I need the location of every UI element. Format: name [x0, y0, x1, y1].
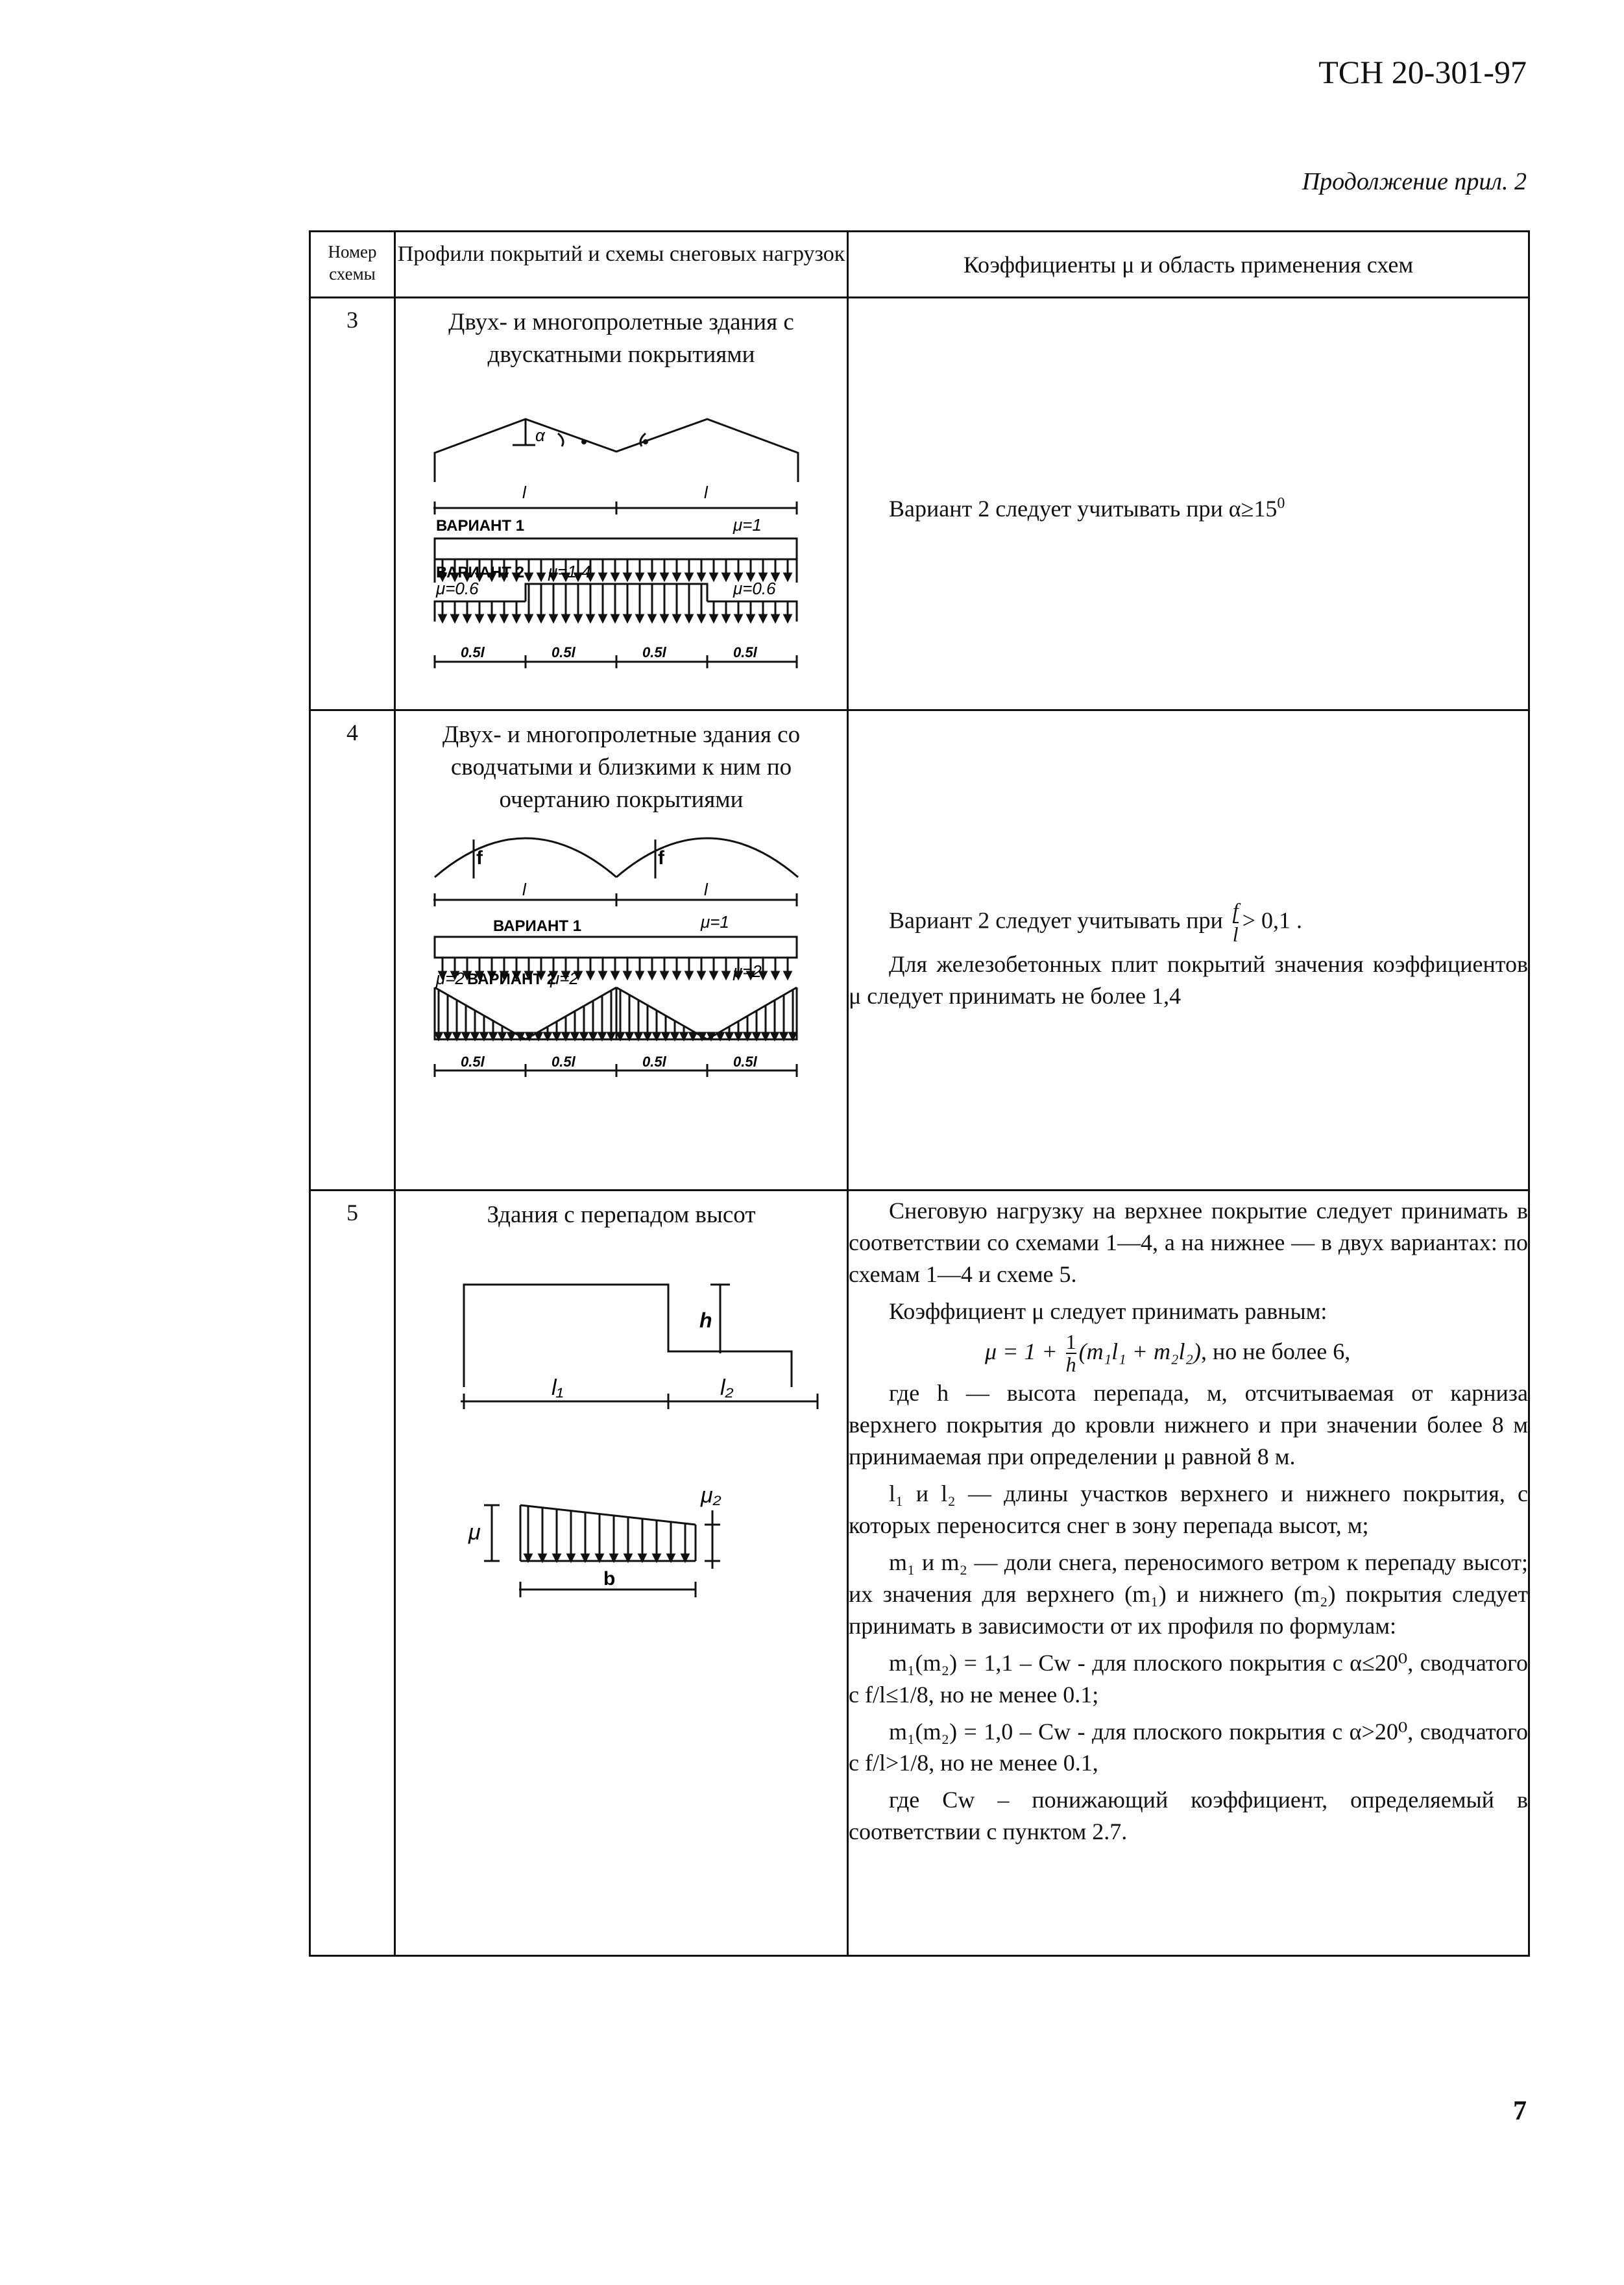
scheme-3-profile-cell	[395, 298, 848, 710]
arrow-head	[710, 972, 717, 978]
length-b-label: b	[603, 1567, 616, 1590]
scheme-5-paragraph: Снеговую нагрузку на верхнее покрытие следует принимать в соответствии со схемами 1—4, а на нижнее — в двух вариантах: по схемам 1—4 и схеме 5.	[849, 1198, 1528, 1287]
arrow-head	[636, 615, 643, 622]
angle-marker	[581, 439, 587, 444]
arrow-head	[600, 972, 606, 978]
formula-fraction	[1066, 1331, 1076, 1376]
formula-right: (m₁l₁ + m₂l₂)	[1078, 1338, 1201, 1364]
arrow-head	[686, 615, 692, 622]
segment-label: 0.5l	[461, 1053, 485, 1070]
arrow-head	[550, 615, 557, 622]
scheme-5-coefficients	[848, 1191, 1529, 1956]
arrow-head	[501, 615, 507, 622]
table-row-scheme-5	[310, 1191, 1529, 1956]
height-label: h	[699, 1308, 712, 1332]
scheme-5-paragraph: m₁(m₂) = 1,1 – Cw - для плоского покрытия с α≤20⁰, сводчатого с f/l≤1/8, но не менее 0.1;	[849, 1649, 1528, 1708]
scheme-5-paragraph: m₁ и m₂ — доли снега, переносимого ветром к перепаду высот; их значения для верхнего (m₁) и нижнего (m₂) покрытия следует принимать в зависимости от их профиля по формулам:	[849, 1549, 1528, 1639]
arrow-head	[760, 615, 766, 622]
arrow-head	[612, 972, 618, 978]
arrow-head	[464, 615, 470, 622]
scheme-number: 4	[310, 710, 395, 1191]
arrow-head	[673, 972, 680, 978]
arrow-head	[439, 615, 446, 622]
arrow-head	[661, 972, 668, 978]
segment-label: 0.5l	[551, 1053, 576, 1070]
condition-text: Вариант 2 следует учитывать при	[889, 907, 1223, 934]
formula-tail: , но не более 6,	[1201, 1338, 1351, 1364]
scheme-4-profile-cell	[395, 710, 848, 1191]
segment-label: 0.5l	[642, 644, 666, 660]
arrow-head	[710, 615, 717, 622]
header-profiles: Профили покрытий и схемы снеговых нагрузок	[395, 232, 848, 298]
degree-sup: 0	[1277, 495, 1285, 512]
mu-label: μ=0.6	[436, 578, 479, 598]
fraction-tail: > 0,1 .	[1242, 907, 1302, 934]
variant-2-label: ВАРИАНТ 2	[436, 563, 525, 581]
scheme-5-paragraph: где Cw – понижающий коэффициент, определяемый в соответствии с пунктом 2.7.	[849, 1787, 1528, 1845]
span-label: l	[704, 879, 708, 899]
arrow-head	[698, 574, 705, 580]
arrow-head	[661, 615, 668, 622]
formula-left: μ = 1 +	[985, 1338, 1058, 1364]
segment-label: 0.5l	[733, 1053, 757, 1070]
arrow-head	[636, 972, 643, 978]
arrow-head	[673, 574, 680, 580]
scheme-5-paragraph: m₁(m₂) = 1,0 – Cw - для плоского покрытия с α>20⁰, сводчатого с f/l>1/8, но не менее 0.1,	[849, 1718, 1528, 1776]
span-l2-label: l₂	[720, 1375, 734, 1400]
arrow-head	[538, 574, 544, 580]
arrow-head	[452, 615, 458, 622]
arrow-head	[600, 574, 606, 580]
segment-label: 0.5l	[642, 1053, 666, 1070]
segment-label: 0.5l	[551, 644, 576, 660]
variant-1-label: ВАРИАНТ 1	[436, 516, 525, 535]
arrow-head	[624, 972, 631, 978]
angle-label: α	[535, 425, 545, 445]
table-row-scheme-3	[310, 298, 1529, 710]
arrow-head	[476, 615, 483, 622]
arrow-head	[735, 615, 742, 622]
scheme-3-diagram	[396, 375, 845, 680]
mu2-label: μ₂	[701, 1482, 721, 1508]
mu-formula	[985, 1331, 1528, 1376]
scheme-title: Здания с перепадом высот	[487, 1202, 756, 1228]
arrow-head	[575, 615, 581, 622]
arrow-head	[538, 615, 544, 622]
mu-label: μ=2	[733, 961, 762, 981]
arrow-head	[661, 574, 668, 580]
continuation-note: Продолжение прил. 2	[1302, 168, 1527, 195]
rise-label: f	[476, 847, 483, 869]
span-label: l	[522, 879, 526, 899]
condition-text: Вариант 2 следует учитывать при α≥15	[889, 496, 1278, 522]
header-scheme-number: Номер схемы	[310, 232, 395, 298]
arrow-head	[649, 972, 655, 978]
arrow-head	[723, 574, 729, 580]
header-coefficients: Коэффициенты μ и область применения схем	[848, 232, 1529, 298]
arrow-head	[673, 615, 680, 622]
arrow-head	[649, 574, 655, 580]
arrow-head	[784, 615, 791, 622]
scheme-title: Двух- и многопролетные здания со сводчатыми и близкими к ним по очертанию покрытиями	[442, 721, 801, 813]
arrow-head	[686, 972, 692, 978]
arrow-head	[612, 574, 618, 580]
scheme-5-paragraph: l₁ и l₂ — длины участков верхнего и нижнего покрытия, с которых переносится снег в зону перепада высот, м;	[849, 1480, 1528, 1538]
arrow-head	[649, 615, 655, 622]
arrow-head	[772, 972, 779, 978]
arrow-head	[710, 574, 717, 580]
fraction-denominator: l	[1232, 923, 1239, 947]
arrow-head	[489, 615, 495, 622]
span-label: l	[522, 482, 526, 502]
arrow-head	[600, 615, 606, 622]
arrow-head	[784, 972, 791, 978]
table-header-row	[310, 232, 1529, 298]
mu-label: μ=0.6	[733, 578, 776, 598]
page-number: 7	[1513, 2096, 1527, 2126]
mu-label: μ=2	[436, 968, 465, 988]
mu-label: μ	[468, 1519, 481, 1545]
segment-label: 0.5l	[461, 644, 485, 660]
mu-label: μ=1	[701, 912, 729, 932]
snow-load-table	[309, 230, 1530, 1957]
mu-label: μ=1.4	[548, 561, 591, 581]
arrow-head	[513, 615, 520, 622]
document-code: ТСН 20-301-97	[1318, 54, 1527, 90]
arrow-head	[784, 574, 791, 580]
scheme-3-condition	[849, 493, 1528, 525]
scheme-5-paragraph: где h — высота перепада, м, отсчитываемая от карниза верхнего покрытия до кровли нижнего и при значении более 8 м принимаемая при определении μ равной 8 м.	[849, 1380, 1528, 1469]
span-l1-label: l₁	[551, 1375, 564, 1400]
span-label: l	[704, 482, 708, 502]
arrow-head	[698, 615, 705, 622]
arrow-head	[526, 615, 532, 622]
arrow-head	[587, 615, 594, 622]
variant-1-label: ВАРИАНТ 1	[493, 917, 582, 935]
scheme-4-diagram	[396, 825, 845, 1150]
fraction-f-over-l	[1233, 899, 1239, 946]
arrow-head	[686, 574, 692, 580]
arrow-head	[563, 615, 569, 622]
arrow-head	[636, 574, 643, 580]
arrow-head	[612, 615, 618, 622]
arrow-head	[723, 615, 729, 622]
scheme-5-diagram	[396, 1257, 845, 1711]
arrow-head	[698, 972, 705, 978]
scheme-number: 3	[310, 298, 395, 710]
arrow-head	[587, 972, 594, 978]
segment-label: 0.5l	[733, 644, 757, 660]
scheme-title: Двух- и многопролетные здания с двускатными покрытиями	[448, 309, 794, 368]
arrow-head	[723, 972, 729, 978]
mu-label: μ=2	[550, 968, 579, 988]
variant-2-label: ВАРИАНТ 2	[467, 970, 556, 988]
scheme-5-paragraph: Коэффициент μ следует принимать равным:	[889, 1298, 1327, 1324]
scheme-5-profile-cell	[395, 1191, 848, 1956]
arrow-head	[624, 574, 631, 580]
table-row-scheme-4	[310, 710, 1529, 1191]
arrow-head	[747, 615, 754, 622]
formula-numerator: 1	[1065, 1329, 1076, 1353]
scheme-3-coefficients	[848, 298, 1529, 710]
scheme-4-coefficients	[848, 710, 1529, 1191]
scheme-number: 5	[310, 1191, 395, 1956]
fraction-numerator: f	[1233, 899, 1239, 923]
mu-label: μ=1	[733, 514, 762, 535]
scheme-4-note: Для железобетонных плит покрытий значения коэффициентов μ следует принимать не более 1,4	[849, 951, 1528, 1010]
formula-denominator: h	[1065, 1353, 1076, 1377]
arrow-head	[526, 574, 532, 580]
scheme-4-condition	[849, 899, 1528, 946]
angle-marker	[643, 439, 648, 444]
arrow-head	[772, 615, 779, 622]
rise-label: f	[658, 847, 664, 869]
arrow-head	[624, 615, 631, 622]
